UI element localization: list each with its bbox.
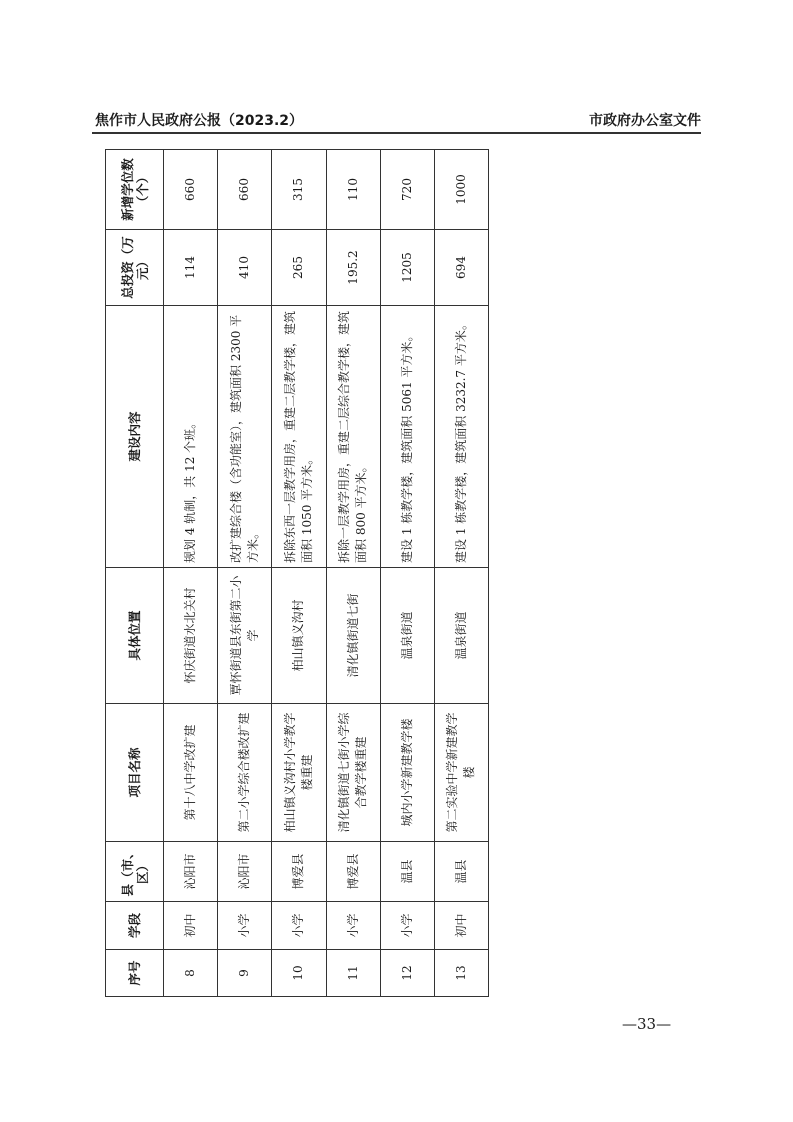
cell-location: 柏山镇义沟村 xyxy=(272,568,326,704)
cell-seats: 660 xyxy=(218,150,272,230)
cell-no: 10 xyxy=(272,950,326,997)
cell-location: 温泉街道 xyxy=(380,568,434,704)
project-table xyxy=(105,149,489,997)
header-title: 焦作市人民政府公报（2023.2） xyxy=(95,113,304,129)
column-header: 县（市、区） xyxy=(106,842,164,902)
cell-no: 13 xyxy=(434,950,488,997)
cell-stage: 小学 xyxy=(218,902,272,950)
cell-seats: 720 xyxy=(380,150,434,230)
cell-project-name: 第十八中学改扩建 xyxy=(164,704,218,842)
table-row xyxy=(380,150,434,997)
cell-county: 博爱县 xyxy=(326,842,380,902)
project-table-region xyxy=(105,150,489,997)
cell-stage: 小学 xyxy=(272,902,326,950)
cell-investment: 195.2 xyxy=(326,230,380,306)
cell-stage: 初中 xyxy=(164,902,218,950)
cell-no: 12 xyxy=(380,950,434,997)
cell-project-name: 城内小学新建教学楼 xyxy=(380,704,434,842)
table-row xyxy=(326,150,380,997)
table-row xyxy=(218,150,272,997)
cell-investment: 694 xyxy=(434,230,488,306)
header-section: 市政府办公室文件 xyxy=(589,113,701,129)
cell-county: 沁阳市 xyxy=(164,842,218,902)
table-header-row xyxy=(106,150,164,997)
column-header: 总投资（万元） xyxy=(106,230,164,306)
cell-seats: 1000 xyxy=(434,150,488,230)
column-header: 项目名称 xyxy=(106,704,164,842)
cell-county: 沁阳市 xyxy=(218,842,272,902)
cell-investment: 410 xyxy=(218,230,272,306)
cell-no: 8 xyxy=(164,950,218,997)
cell-no: 9 xyxy=(218,950,272,997)
table-row xyxy=(272,150,326,997)
cell-project-name: 第二小学综合楼改扩建 xyxy=(218,704,272,842)
cell-county: 博爱县 xyxy=(272,842,326,902)
column-header: 建设内容 xyxy=(106,306,164,568)
cell-stage: 小学 xyxy=(326,902,380,950)
cell-county: 温县 xyxy=(434,842,488,902)
cell-seats: 315 xyxy=(272,150,326,230)
cell-project-name: 第二实验中学新建教学楼 xyxy=(434,704,488,842)
cell-content: 规划 4 轨制，共 12 个班。 xyxy=(164,306,218,568)
cell-location: 清化镇街道七街 xyxy=(326,568,380,704)
column-header: 具体位置 xyxy=(106,568,164,704)
table-row xyxy=(164,150,218,997)
column-header: 序号 xyxy=(106,950,164,997)
cell-content: 改扩建综合楼（含功能室），建筑面积 2300 平方米。 xyxy=(218,306,272,568)
cell-no: 11 xyxy=(326,950,380,997)
table-row xyxy=(434,150,488,997)
cell-content: 建设 1 栋教学楼，建筑面积 3232.7 平方米。 xyxy=(434,306,488,568)
cell-investment: 1205 xyxy=(380,230,434,306)
cell-county: 温县 xyxy=(380,842,434,902)
cell-location: 覃怀街道县东街第二小学 xyxy=(218,568,272,704)
cell-project-name: 清化镇街道七街小学综合教学楼重建 xyxy=(326,704,380,842)
cell-location: 怀庆街道水北关村 xyxy=(164,568,218,704)
cell-investment: 114 xyxy=(164,230,218,306)
cell-stage: 初中 xyxy=(434,902,488,950)
cell-project-name: 柏山镇义沟村小学教学楼重建 xyxy=(272,704,326,842)
cell-seats: 660 xyxy=(164,150,218,230)
cell-content: 拆除东西一层教学用房，重建二层教学楼，建筑面积 1050 平方米。 xyxy=(272,306,326,568)
cell-content: 建设 1 栋教学楼，建筑面积 5061 平方米。 xyxy=(380,306,434,568)
page-number: —33— xyxy=(622,1015,672,1033)
cell-investment: 265 xyxy=(272,230,326,306)
cell-stage: 小学 xyxy=(380,902,434,950)
cell-location: 温泉街道 xyxy=(434,568,488,704)
cell-seats: 110 xyxy=(326,150,380,230)
cell-content: 拆除一层教学用房，重建二层综合教学楼，建筑面积 800 平方米。 xyxy=(326,306,380,568)
column-header: 新增学位数（个） xyxy=(106,150,164,230)
column-header: 学段 xyxy=(106,902,164,950)
header-divider xyxy=(92,132,701,134)
